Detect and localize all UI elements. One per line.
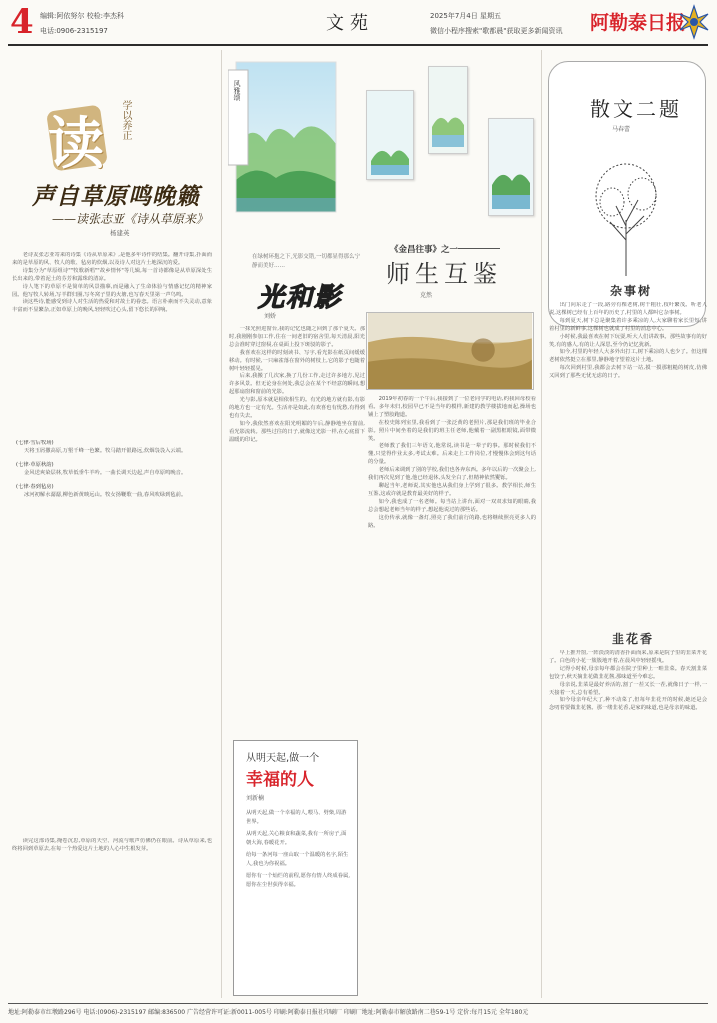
paragraph: 从明天起,关心粮食和蔬菜,我有一所房子,面朝大海,春暖花开。 [246,831,347,846]
essay-title: 韭花香 [612,632,655,646]
editor-line: 编辑:阿依努尔 校检:李杰科 [40,12,124,20]
tree-sketch [586,150,666,278]
paragraph: 出门向东走了一段,路旁有棵老树,树干粗壮,枝叶繁茂。听老人说,这棵树已经有上百年的历史了,村里的人都叫它杂事树。 [549,302,707,316]
framed-painting [366,90,414,180]
paragraph: 我喜欢在这样的时刻读书、写字,看光影在纸页间缓缓移动。有时候,一只麻雀落在窗外的树枝上,它的影子也随着树叶轻轻摇晃。 [229,349,365,372]
date-line: 2025年7月4日 星期五 [430,12,501,20]
article-closing [12,838,212,996]
column-divider [221,50,222,998]
newspaper-logo: 阿勒泰日报 [590,12,686,34]
poem-text: 金风送爽染层林,牧草低垂牛羊吟。一曲长调天边起,声自草原鸣晚音。 [24,469,187,476]
paragraph: 母亲说,韭菜是最好养活的,割了一茬又长一茬,就像日子一样,一天接着一天,总有希望。 [549,681,707,696]
article-body [12,252,212,432]
paragraph: 愿你有一个灿烂的前程,愿你有情人终成眷属,愿你在尘世获得幸福。 [246,873,351,888]
paragraph: 从明天起,做一个幸福的人,喂马、劈柴,周游世界。 [246,810,347,825]
paragraph: 在校史陈列室里,我看到了一张泛黄的老照片,那是我们班的毕业合影。照片中间坐着的是我们的班主任老师,他戴着一副黑框眼镜,面带微笑。 [368,419,536,442]
page-footer: 地址:阿勒泰市红墩路296号 电话:(0906)-2315197 邮编:836500 广告经营许可证:新0011-005号 印刷:阿勒泰日报社印刷厂 印刷厂地址:阿勒泰市解放路南二巷59-1号 定价:每月15元 全年180元 [8,1003,708,1016]
article-title-line1: 从明天起,做一个 [246,753,320,764]
article-title: 光和影 [258,283,343,313]
article-title: 散文二题 [590,97,682,121]
promo-line: 微信小程序搜索"歌都晨"获取更多新闻资讯 [430,27,563,35]
poem-text: 冰河初解水潺潺,柳色新黄映远山。牧女扬鞭歌一曲,春风吹绿到毡前。 [24,491,187,498]
paragraph: 聊起当年,老师说,其实他也从我们身上学到了很多。教学相长,师生互鉴,这或许就是教育最美好的样子。 [368,482,536,497]
paragraph: 后来,我搬了几次家,换了几份工作,走过许多地方,见过许多风景。但无论身在何处,我总会在某个不经意的瞬间,想起那扇窗和窗前的光影。 [229,373,365,396]
paragraph: 如今,村里的年轻人大多外出打工,树下乘凉的人也少了。但这棵老树依然挺立在那里,静静地守望着这片土地。 [549,349,707,364]
column-label: 学以养正 [120,100,131,140]
series-title: 《金昌往事》之一 [390,245,459,255]
poem-title: (七律·雪后牧场) [16,440,54,446]
paragraph: 每到夏天,树下总是聚集着许多乘凉的人,大家聊着家长里短,讲着村里的新鲜事,这棵树也就成了村里的消息中心。 [549,317,707,332]
paragraph: 老师教了我们三年语文,他常说,读书是一辈子的事。那时候我们不懂,只觉得作业太多,考试太难。后来走上工作岗位,才慢慢体会到这句话的分量。 [368,443,536,466]
article-body [368,396,536,996]
article-title-line2: 幸福的人 [246,770,314,790]
paragraph: 读完这部诗集,掩卷沉思,草原的天空、河流与歌声仿佛仍在眼前。诗从草原来,也终将回到草原去,在每一个热爱这片土地的人心中生根发芽。 [12,838,212,852]
paragraph: 小时候,我最喜欢在树下玩耍,听大人们讲故事。那些故事有的好笑,有的感人,有的让人深思,至今仍记忆犹新。 [549,333,707,348]
paragraph: 光与影,原本就是相依相生的。有光的地方就有影,有影的地方也一定有光。生活亦是如此,有欢喜也有忧愁,有得到也有失去。 [229,397,365,419]
page-number: 4 [10,2,34,42]
poem-title: (七律·草原秋韵) [16,461,54,468]
art-label: 风雅颂 [233,80,241,101]
paragraph: 每次回到村里,我都会去树下站一站,摸一摸那粗糙的树皮,仿佛又回到了那些无忧无虑的日子。 [549,365,707,380]
paragraph: 读这些诗,能感受到诗人对生活的热爱和对故土的眷恋。语言朴素而不失灵动,意象丰富而不显繁杂,正如草原上的晚风,轻轻吹过心头,留下悠长的回响。 [12,299,212,314]
essay-body [549,302,707,620]
article-body [229,326,365,728]
article-title: 声自草原鸣晚籁 [32,183,200,210]
paragraph: 记得小时候,母亲每年都会在院子里种上一畦韭菜。春天割韭菜包饺子,秋天摘韭花做韭花酱,那味道至今难忘。 [549,665,707,680]
paragraph: 诗集分为"草原组诗""牧歌新唱""故乡情怀"等几辑,每一首诗都像是从草原深处生长出来的,带着泥土的芬芳和露珠的清凉。 [12,267,212,282]
paragraph: 给每一条河每一座山取一个温暖的名字,陌生人,我也为你祝福。 [246,852,349,867]
paragraph: 早上推开窗,一阵淡淡的清香扑面而来,原来是院子里的韭菜开花了。白色的小花一簇簇地开着,在晨风中轻轻摇曳。 [549,650,707,664]
poem [16,484,212,500]
poem [16,462,212,478]
phone-line: 电话:0906-2315197 [40,27,108,35]
landscape-image [489,119,533,215]
column-divider [541,50,542,998]
paragraph: 如今,我依然喜欢在阳光明媚的午后,静静地坐在窗前,看光影流转。那些过往的日子,就像这光影一样,在心底留下温暖的印记。 [229,420,365,443]
poem-title: (七律·春到毡房) [16,483,54,490]
article-title: 师生互鉴 [386,260,502,288]
essay-title: 杂事树 [610,284,653,298]
article-author: 杨建英 [110,229,130,237]
section-title: 文苑 [326,13,374,34]
essay-body [549,650,707,996]
article-happy-person [233,740,358,996]
paragraph: 这份传承,就像一盏灯,照亮了我们前行的路,也将继续照亮更多人的路。 [368,514,536,529]
paragraph: 如今母亲年纪大了,种不动菜了,但每年韭花开的时候,她还是会念叨着要做韭花酱。那一缕韭花香,是家的味道,也是母亲的味道。 [549,697,707,712]
header-rule [8,44,708,46]
framed-painting [428,66,468,154]
paragraph: 一抹光照进窗台,我的记忆也随之回到了那个夏天。那时,我刚刚参加工作,住在一间老旧的宿舍里,每天清晨,阳光总会准时穿过窗棂,在桌面上投下斑驳的影子。 [229,326,365,348]
art-quote: 在绿树环抱之下,光影交错,一切都显得那么宁静而美好…… [252,254,360,269]
article-author: 刘新楠 [246,795,265,802]
paragraph: 诗人笔下的草原不是简单的风景描摹,而是融入了生命体验与情感记忆的精神家园。他写牧人转场,写羊群归圈,写冬窝子里的火塘,也写春天里第一声鸟鸣。 [12,283,212,298]
article-author: 刘娇 [264,313,277,320]
landscape-image [429,67,467,153]
emblem-icon [678,4,710,40]
poem [16,440,212,456]
article-author: 克然 [420,292,433,299]
wheat-field-photo [366,312,534,390]
title-rule [458,248,500,249]
paragraph: 老诗友张志亚寄来的诗集《诗从草原来》,是他多年诗作的结集。翻开诗集,扑面而来的是草原的风、牧人的歌、毡房的炊烟,以及诗人对这片土地深沉的爱。 [12,252,212,266]
poem-list [16,440,212,830]
article-author: 马春蕾 [612,126,631,133]
paragraph: 如今,我也成了一名老师。每当站上讲台,面对一双双求知的眼睛,我总会想起老师当年的样子,想起他说过的那些话。 [368,498,536,513]
landscape-image [367,91,413,179]
brush-character: 读 [48,111,104,177]
page-header [0,0,717,46]
brush-read-graphic [40,98,114,182]
framed-painting [488,118,534,216]
paragraph: 老师后来调到了别的学校,我们也各奔东西。多年以后的一次聚会上,我们再次见到了他,他已经退休,头发全白了,但精神依然矍铄。 [368,467,536,482]
poem-text: 天将玉屑撒高原,万壑千峰一色繁。牧马踏开银路远,炊烟袅袅入云端。 [24,447,187,454]
article-body [246,809,350,893]
article-subtitle: ——读张志亚《诗从草原来》 [52,212,209,226]
paragraph: 2019年初春的一个午后,我接到了一位老同学的电话,约我回母校看看。多年未归,校园早已不是当年的模样,新建的教学楼拔地而起,操场也铺上了塑胶跑道。 [368,396,536,418]
